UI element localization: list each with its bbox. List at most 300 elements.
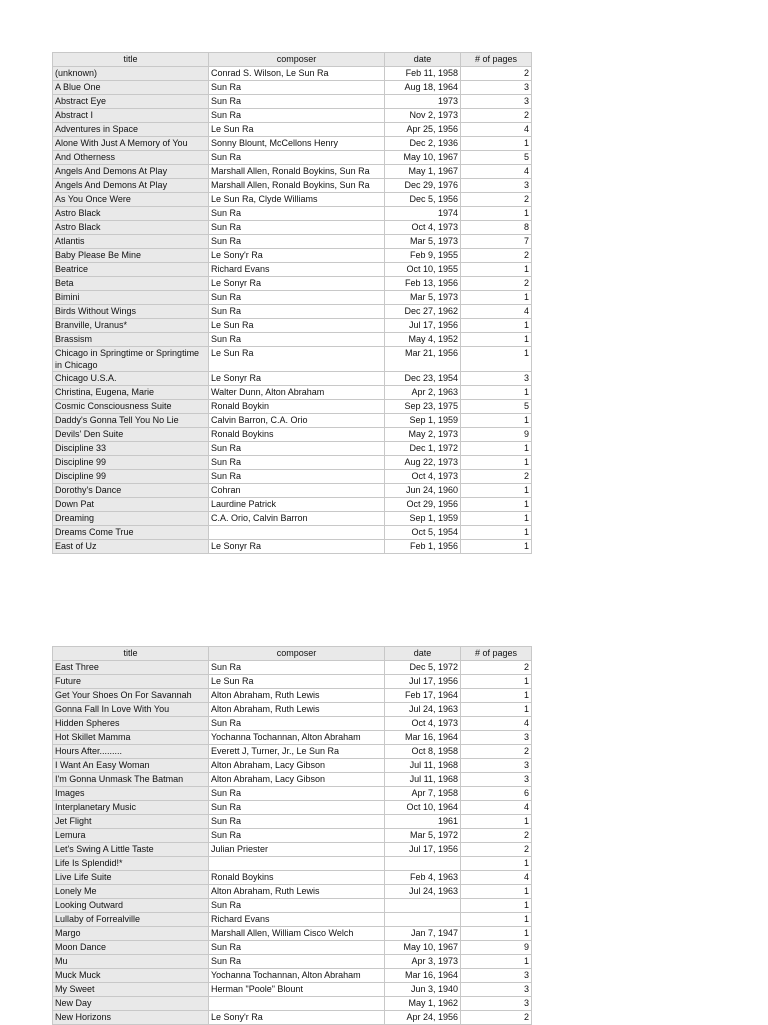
- composer-cell: Le Sun Ra: [209, 347, 385, 372]
- date-cell: Jul 17, 1956: [385, 319, 461, 333]
- composer-cell: Sun Ra: [209, 801, 385, 815]
- table-row: [53, 997, 532, 1011]
- pages-cell: 1: [461, 703, 532, 717]
- table-row: [53, 109, 532, 123]
- composer-cell: Sun Ra: [209, 151, 385, 165]
- title-cell: East of Uz: [53, 540, 209, 554]
- pages-cell: 2: [461, 67, 532, 81]
- table-row: [53, 151, 532, 165]
- date-cell: Dec 27, 1962: [385, 305, 461, 319]
- date-cell: Apr 24, 1956: [385, 1011, 461, 1025]
- title-cell: Astro Black: [53, 207, 209, 221]
- composer-cell: Sun Ra: [209, 207, 385, 221]
- pages-cell: 3: [461, 372, 532, 386]
- title-cell: Lemura: [53, 829, 209, 843]
- table-row: [53, 661, 532, 675]
- date-cell: Mar 5, 1972: [385, 829, 461, 843]
- pages-cell: 1: [461, 347, 532, 372]
- composer-cell: Sun Ra: [209, 470, 385, 484]
- date-cell: May 2, 1973: [385, 428, 461, 442]
- composer-cell: Sun Ra: [209, 95, 385, 109]
- pages-cell: 5: [461, 400, 532, 414]
- pages-cell: 1: [461, 913, 532, 927]
- pages-cell: 4: [461, 123, 532, 137]
- date-cell: Feb 9, 1955: [385, 249, 461, 263]
- title-cell: Images: [53, 787, 209, 801]
- table-row: [53, 428, 532, 442]
- header-row: [53, 647, 532, 661]
- pages-cell: 1: [461, 857, 532, 871]
- title-cell: My Sweet: [53, 983, 209, 997]
- pages-cell: 2: [461, 829, 532, 843]
- table-body: [53, 67, 532, 554]
- pages-cell: 5: [461, 151, 532, 165]
- pages-cell: 2: [461, 745, 532, 759]
- pages-cell: 1: [461, 319, 532, 333]
- table-row: [53, 498, 532, 512]
- date-cell: Feb 17, 1964: [385, 689, 461, 703]
- title-cell: Muck Muck: [53, 969, 209, 983]
- title-cell: Life Is Splendid!*: [53, 857, 209, 871]
- header-row: [53, 53, 532, 67]
- pages-cell: 1: [461, 137, 532, 151]
- pages-cell: 1: [461, 885, 532, 899]
- date-cell: Feb 11, 1958: [385, 67, 461, 81]
- pages-cell: 1: [461, 333, 532, 347]
- table-row: [53, 955, 532, 969]
- date-cell: Mar 16, 1964: [385, 731, 461, 745]
- pages-cell: 2: [461, 277, 532, 291]
- date-cell: May 10, 1967: [385, 151, 461, 165]
- title-cell: Jet Flight: [53, 815, 209, 829]
- title-cell: East Three: [53, 661, 209, 675]
- table-row: [53, 207, 532, 221]
- composer-cell: Sun Ra: [209, 235, 385, 249]
- title-cell: Hot Skillet Mamma: [53, 731, 209, 745]
- pages-cell: 2: [461, 843, 532, 857]
- title-cell: I Want An Easy Woman: [53, 759, 209, 773]
- title-cell: Get Your Shoes On For Savannah: [53, 689, 209, 703]
- title-cell: Discipline 99: [53, 456, 209, 470]
- table-row: [53, 347, 532, 372]
- pages-cell: 2: [461, 193, 532, 207]
- title-cell: Angels And Demons At Play: [53, 165, 209, 179]
- date-cell: Jul 11, 1968: [385, 759, 461, 773]
- title-cell: (unknown): [53, 67, 209, 81]
- table-row: [53, 675, 532, 689]
- date-cell: Jun 3, 1940: [385, 983, 461, 997]
- table-row: [53, 829, 532, 843]
- table-row: [53, 540, 532, 554]
- table-row: [53, 372, 532, 386]
- pages-cell: 3: [461, 983, 532, 997]
- title-cell: Christina, Eugena, Marie: [53, 386, 209, 400]
- table-row: [53, 456, 532, 470]
- pages-cell: 4: [461, 871, 532, 885]
- title-cell: Hidden Spheres: [53, 717, 209, 731]
- composer-cell: Marshall Allen, Ronald Boykins, Sun Ra: [209, 179, 385, 193]
- date-cell: Oct 10, 1955: [385, 263, 461, 277]
- composer-cell: Ronald Boykin: [209, 400, 385, 414]
- date-cell: Sep 1, 1959: [385, 512, 461, 526]
- table-row: [53, 801, 532, 815]
- date-cell: Oct 4, 1973: [385, 717, 461, 731]
- date-cell: Feb 13, 1956: [385, 277, 461, 291]
- composer-cell: Conrad S. Wilson, Le Sun Ra: [209, 67, 385, 81]
- table-row: [53, 305, 532, 319]
- pages-cell: 3: [461, 969, 532, 983]
- title-cell: Adventures in Space: [53, 123, 209, 137]
- composer-cell: [209, 997, 385, 1011]
- title-cell: Hours After.........: [53, 745, 209, 759]
- title-cell: Abstract I: [53, 109, 209, 123]
- pages-cell: 3: [461, 997, 532, 1011]
- date-cell: May 10, 1967: [385, 941, 461, 955]
- composer-cell: Ronald Boykins: [209, 428, 385, 442]
- table-row: [53, 913, 532, 927]
- composer-cell: Sun Ra: [209, 81, 385, 95]
- title-cell: Discipline 99: [53, 470, 209, 484]
- title-cell: Live Life Suite: [53, 871, 209, 885]
- composer-cell: Sun Ra: [209, 442, 385, 456]
- title-cell: Discipline 33: [53, 442, 209, 456]
- song-table-2: [52, 646, 532, 1025]
- date-cell: Mar 5, 1973: [385, 235, 461, 249]
- composer-cell: Sun Ra: [209, 955, 385, 969]
- date-cell: Mar 21, 1956: [385, 347, 461, 372]
- date-cell: Dec 5, 1972: [385, 661, 461, 675]
- title-cell: Lonely Me: [53, 885, 209, 899]
- pages-cell: 1: [461, 456, 532, 470]
- title-cell: I'm Gonna Unmask The Batman: [53, 773, 209, 787]
- title-cell: Interplanetary Music: [53, 801, 209, 815]
- date-cell: Dec 2, 1936: [385, 137, 461, 151]
- table-body: [53, 661, 532, 1025]
- table-row: [53, 773, 532, 787]
- table-row: [53, 745, 532, 759]
- table-row: [53, 81, 532, 95]
- title-cell: Dreams Come True: [53, 526, 209, 540]
- date-cell: 1973: [385, 95, 461, 109]
- pages-cell: 4: [461, 305, 532, 319]
- table-row: [53, 249, 532, 263]
- title-header: title: [53, 647, 209, 661]
- date-cell: Sep 23, 1975: [385, 400, 461, 414]
- table-row: [53, 703, 532, 717]
- title-cell: Mu: [53, 955, 209, 969]
- pages-cell: 3: [461, 731, 532, 745]
- table-row: [53, 179, 532, 193]
- title-cell: Let's Swing A Little Taste: [53, 843, 209, 857]
- date-cell: May 4, 1952: [385, 333, 461, 347]
- composer-cell: C.A. Orio, Calvin Barron: [209, 512, 385, 526]
- pages-cell: 4: [461, 801, 532, 815]
- composer-cell: Le Sun Ra: [209, 675, 385, 689]
- date-cell: [385, 913, 461, 927]
- title-cell: New Horizons: [53, 1011, 209, 1025]
- table-row: [53, 400, 532, 414]
- date-cell: 1961: [385, 815, 461, 829]
- date-cell: Dec 23, 1954: [385, 372, 461, 386]
- title-cell: Chicago in Springtime or Springtime in Chicago: [53, 347, 209, 372]
- composer-cell: Sun Ra: [209, 305, 385, 319]
- pages-cell: 1: [461, 498, 532, 512]
- table-row: [53, 333, 532, 347]
- composer-cell: Le Sonyr Ra: [209, 372, 385, 386]
- table-row: [53, 221, 532, 235]
- table-row: [53, 717, 532, 731]
- pages-cell: 2: [461, 1011, 532, 1025]
- composer-cell: Everett J, Turner, Jr., Le Sun Ra: [209, 745, 385, 759]
- pages-cell: 8: [461, 221, 532, 235]
- date-cell: Oct 10, 1964: [385, 801, 461, 815]
- pages-cell: 1: [461, 689, 532, 703]
- composer-cell: Alton Abraham, Lacy Gibson: [209, 773, 385, 787]
- composer-cell: Marshall Allen, William Cisco Welch: [209, 927, 385, 941]
- composer-cell: Sun Ra: [209, 899, 385, 913]
- pages-header: # of pages: [461, 53, 532, 67]
- song-table-1: [52, 52, 532, 554]
- pages-cell: 7: [461, 235, 532, 249]
- table-row: [53, 843, 532, 857]
- date-cell: Nov 2, 1973: [385, 109, 461, 123]
- pages-cell: 9: [461, 428, 532, 442]
- pages-cell: 2: [461, 249, 532, 263]
- pages-cell: 1: [461, 540, 532, 554]
- date-cell: Oct 29, 1956: [385, 498, 461, 512]
- title-cell: As You Once Were: [53, 193, 209, 207]
- table-row: [53, 969, 532, 983]
- table-row: [53, 526, 532, 540]
- table-row: [53, 731, 532, 745]
- table-row: [53, 885, 532, 899]
- composer-header: composer: [209, 53, 385, 67]
- date-cell: Dec 5, 1956: [385, 193, 461, 207]
- title-cell: Angels And Demons At Play: [53, 179, 209, 193]
- composer-cell: Richard Evans: [209, 913, 385, 927]
- pages-header: # of pages: [461, 647, 532, 661]
- table-row: [53, 470, 532, 484]
- pages-cell: 6: [461, 787, 532, 801]
- pages-cell: 1: [461, 207, 532, 221]
- date-cell: 1974: [385, 207, 461, 221]
- table-row: [53, 442, 532, 456]
- date-cell: Feb 1, 1956: [385, 540, 461, 554]
- composer-cell: Calvin Barron, C.A. Orio: [209, 414, 385, 428]
- composer-cell: Julian Priester: [209, 843, 385, 857]
- title-cell: Beta: [53, 277, 209, 291]
- date-cell: Dec 1, 1972: [385, 442, 461, 456]
- composer-cell: Sun Ra: [209, 829, 385, 843]
- title-cell: Abstract Eye: [53, 95, 209, 109]
- title-cell: Lullaby of Forrealville: [53, 913, 209, 927]
- composer-cell: Sun Ra: [209, 333, 385, 347]
- pages-cell: 3: [461, 81, 532, 95]
- title-cell: Future: [53, 675, 209, 689]
- title-cell: A Blue One: [53, 81, 209, 95]
- title-cell: Cosmic Consciousness Suite: [53, 400, 209, 414]
- composer-cell: Le Sun Ra, Clyde Williams: [209, 193, 385, 207]
- composer-cell: Le Sony'r Ra: [209, 249, 385, 263]
- date-cell: Oct 5, 1954: [385, 526, 461, 540]
- table-row: [53, 414, 532, 428]
- composer-cell: Le Sonyr Ra: [209, 540, 385, 554]
- pages-cell: 4: [461, 717, 532, 731]
- table-row: [53, 193, 532, 207]
- composer-cell: [209, 857, 385, 871]
- table-row: [53, 235, 532, 249]
- date-header: date: [385, 647, 461, 661]
- date-cell: Jul 17, 1956: [385, 843, 461, 857]
- table-row: [53, 291, 532, 305]
- composer-cell: Yochanna Tochannan, Alton Abraham: [209, 969, 385, 983]
- date-cell: Dec 29, 1976: [385, 179, 461, 193]
- table-row: [53, 263, 532, 277]
- table-row: [53, 871, 532, 885]
- date-cell: Apr 3, 1973: [385, 955, 461, 969]
- date-cell: [385, 857, 461, 871]
- composer-cell: Yochanna Tochannan, Alton Abraham: [209, 731, 385, 745]
- pages-cell: 2: [461, 470, 532, 484]
- date-cell: Apr 7, 1958: [385, 787, 461, 801]
- table-row: [53, 165, 532, 179]
- date-cell: Mar 5, 1973: [385, 291, 461, 305]
- pages-cell: 1: [461, 484, 532, 498]
- composer-cell: Alton Abraham, Ruth Lewis: [209, 689, 385, 703]
- date-cell: May 1, 1962: [385, 997, 461, 1011]
- composer-cell: Sun Ra: [209, 787, 385, 801]
- pages-cell: 2: [461, 661, 532, 675]
- date-cell: Jun 24, 1960: [385, 484, 461, 498]
- title-cell: Brassism: [53, 333, 209, 347]
- pages-cell: 3: [461, 773, 532, 787]
- date-cell: Aug 22, 1973: [385, 456, 461, 470]
- pages-cell: 1: [461, 675, 532, 689]
- title-cell: And Otherness: [53, 151, 209, 165]
- date-cell: Jul 17, 1956: [385, 675, 461, 689]
- composer-header: composer: [209, 647, 385, 661]
- composer-cell: Alton Abraham, Ruth Lewis: [209, 703, 385, 717]
- table-row: [53, 67, 532, 81]
- pages-cell: 1: [461, 512, 532, 526]
- pages-cell: 1: [461, 927, 532, 941]
- pages-cell: 1: [461, 526, 532, 540]
- date-cell: Feb 4, 1963: [385, 871, 461, 885]
- pages-cell: 2: [461, 109, 532, 123]
- table-row: [53, 1011, 532, 1025]
- date-cell: May 1, 1967: [385, 165, 461, 179]
- composer-cell: Cohran: [209, 484, 385, 498]
- title-cell: Bimini: [53, 291, 209, 305]
- date-cell: Apr 25, 1956: [385, 123, 461, 137]
- pages-cell: 9: [461, 941, 532, 955]
- title-cell: Daddy's Gonna Tell You No Lie: [53, 414, 209, 428]
- composer-cell: Alton Abraham, Lacy Gibson: [209, 759, 385, 773]
- table-row: [53, 386, 532, 400]
- table-row: [53, 857, 532, 871]
- pages-cell: 4: [461, 165, 532, 179]
- title-cell: Baby Please Be Mine: [53, 249, 209, 263]
- pages-cell: 3: [461, 179, 532, 193]
- composer-cell: Sun Ra: [209, 109, 385, 123]
- table-row: [53, 759, 532, 773]
- title-cell: Dorothy's Dance: [53, 484, 209, 498]
- table-row: [53, 983, 532, 997]
- title-cell: Chicago U.S.A.: [53, 372, 209, 386]
- date-cell: Apr 2, 1963: [385, 386, 461, 400]
- title-cell: Devils' Den Suite: [53, 428, 209, 442]
- title-cell: Birds Without Wings: [53, 305, 209, 319]
- title-cell: Margo: [53, 927, 209, 941]
- composer-cell: Alton Abraham, Ruth Lewis: [209, 885, 385, 899]
- date-header: date: [385, 53, 461, 67]
- composer-cell: Laurdine Patrick: [209, 498, 385, 512]
- title-cell: Astro Black: [53, 221, 209, 235]
- date-cell: Mar 16, 1964: [385, 969, 461, 983]
- title-cell: Gonna Fall In Love With You: [53, 703, 209, 717]
- date-cell: Jul 24, 1963: [385, 703, 461, 717]
- pages-cell: 1: [461, 815, 532, 829]
- composer-cell: Le Sonyr Ra: [209, 277, 385, 291]
- table-row: [53, 95, 532, 109]
- title-cell: Branville, Uranus*: [53, 319, 209, 333]
- table-row: [53, 815, 532, 829]
- composer-cell: Richard Evans: [209, 263, 385, 277]
- composer-cell: Le Sun Ra: [209, 123, 385, 137]
- table-row: [53, 512, 532, 526]
- pages-cell: 3: [461, 95, 532, 109]
- date-cell: Aug 18, 1964: [385, 81, 461, 95]
- date-cell: Oct 4, 1973: [385, 470, 461, 484]
- title-cell: Atlantis: [53, 235, 209, 249]
- title-cell: New Day: [53, 997, 209, 1011]
- table-row: [53, 319, 532, 333]
- table-row: [53, 927, 532, 941]
- title-cell: Moon Dance: [53, 941, 209, 955]
- date-cell: Jul 11, 1968: [385, 773, 461, 787]
- table-row: [53, 689, 532, 703]
- composer-cell: Marshall Allen, Ronald Boykins, Sun Ra: [209, 165, 385, 179]
- date-cell: [385, 899, 461, 913]
- composer-cell: Sun Ra: [209, 456, 385, 470]
- pages-cell: 1: [461, 291, 532, 305]
- title-cell: Looking Outward: [53, 899, 209, 913]
- composer-cell: Sun Ra: [209, 941, 385, 955]
- title-cell: Down Pat: [53, 498, 209, 512]
- composer-cell: Herman "Poole" Blount: [209, 983, 385, 997]
- table-row: [53, 484, 532, 498]
- composer-cell: Sun Ra: [209, 291, 385, 305]
- composer-cell: Sun Ra: [209, 815, 385, 829]
- composer-cell: Le Sony'r Ra: [209, 1011, 385, 1025]
- table-row: [53, 787, 532, 801]
- pages-cell: 3: [461, 759, 532, 773]
- table-row: [53, 123, 532, 137]
- table-row: [53, 277, 532, 291]
- pages-cell: 1: [461, 442, 532, 456]
- date-cell: Oct 4, 1973: [385, 221, 461, 235]
- title-cell: Dreaming: [53, 512, 209, 526]
- date-cell: Sep 1, 1959: [385, 414, 461, 428]
- composer-cell: Ronald Boykins: [209, 871, 385, 885]
- composer-cell: Walter Dunn, Alton Abraham: [209, 386, 385, 400]
- composer-cell: Le Sun Ra: [209, 319, 385, 333]
- composer-cell: Sun Ra: [209, 221, 385, 235]
- pages-cell: 1: [461, 263, 532, 277]
- date-cell: Oct 8, 1958: [385, 745, 461, 759]
- table-row: [53, 941, 532, 955]
- pages-cell: 1: [461, 899, 532, 913]
